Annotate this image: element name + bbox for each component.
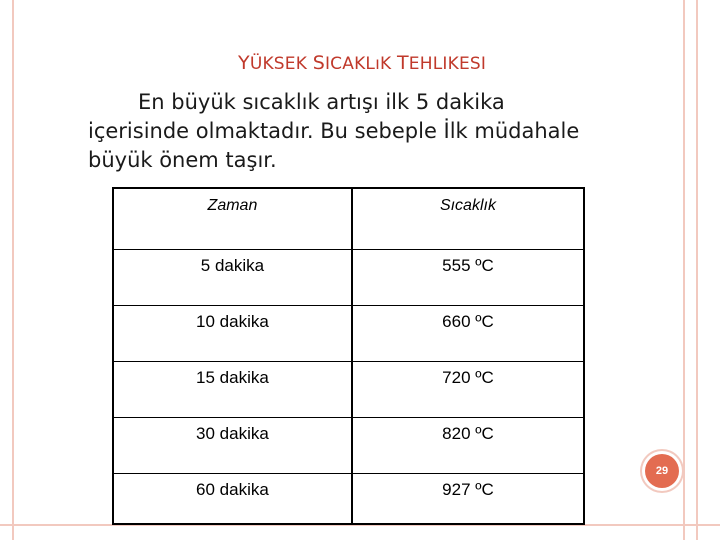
title-initial: Y bbox=[238, 52, 250, 74]
title-part: ICAKLıK bbox=[324, 54, 397, 74]
temperature-cell: 720 ºC bbox=[352, 362, 584, 418]
title-initial: T bbox=[396, 52, 409, 74]
time-cell: 60 dakika bbox=[113, 474, 352, 525]
table-header-row bbox=[113, 188, 584, 250]
time-cell: 30 dakika bbox=[113, 418, 352, 474]
time-cell: 5 dakika bbox=[113, 250, 352, 306]
time-cell: 10 dakika bbox=[113, 306, 352, 362]
slide-title bbox=[238, 52, 486, 74]
slide-frame-left-line bbox=[12, 0, 14, 540]
temperature-cell: 555 ºC bbox=[352, 250, 584, 306]
time-cell: 15 dakika bbox=[113, 362, 352, 418]
title-part: ÜKSEK bbox=[249, 54, 313, 74]
title-part: EHLIKESI bbox=[408, 54, 487, 74]
title-initial: S bbox=[312, 52, 325, 74]
slide-frame-right-line-outer bbox=[696, 0, 698, 540]
slide-body-text bbox=[88, 88, 648, 175]
page-number-badge bbox=[642, 451, 682, 491]
temperature-table bbox=[112, 187, 585, 525]
table-row bbox=[113, 306, 584, 362]
table-row bbox=[113, 250, 584, 306]
body-line: En büyük sıcaklık artışı ilk 5 dakika bbox=[138, 90, 505, 114]
column-header-temperature: Sıcaklık bbox=[352, 188, 584, 250]
body-line: içerisinde olmaktadır. Bu sebeple İlk müdahale bbox=[88, 119, 580, 143]
body-line: büyük önem taşır. bbox=[88, 148, 277, 172]
temperature-cell: 927 ºC bbox=[352, 474, 584, 525]
slide-frame-right-line bbox=[683, 0, 685, 540]
table-row bbox=[113, 474, 584, 525]
temperature-cell: 820 ºC bbox=[352, 418, 584, 474]
table-row bbox=[113, 362, 584, 418]
page-number: 29 bbox=[645, 454, 679, 488]
temperature-cell: 660 ºC bbox=[352, 306, 584, 362]
table-row bbox=[113, 418, 584, 474]
column-header-time: Zaman bbox=[113, 188, 352, 250]
